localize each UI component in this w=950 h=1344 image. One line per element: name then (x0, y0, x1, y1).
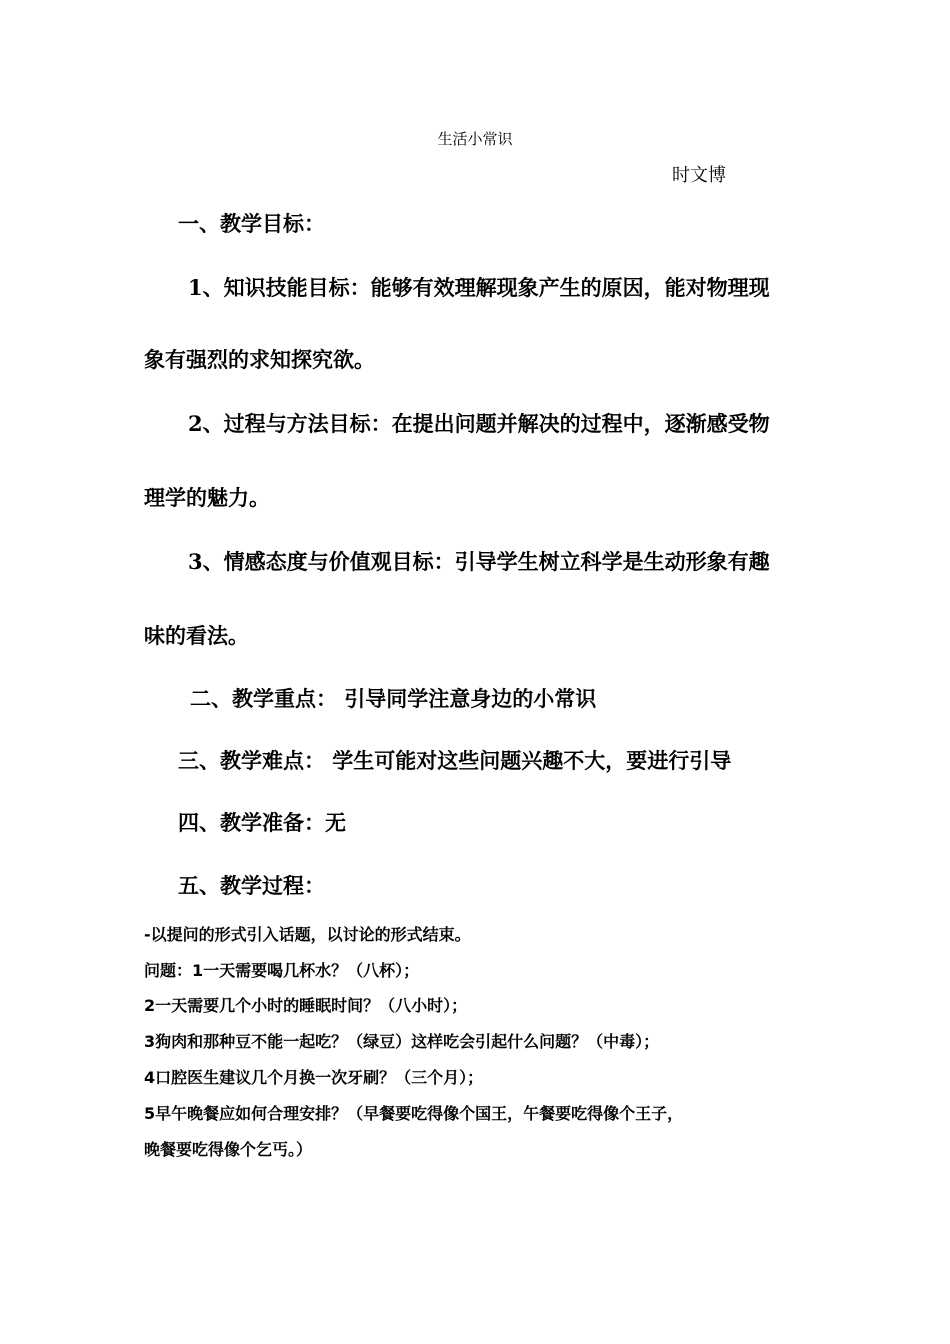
process-intro: -以提问的形式引入话题，以讨论的形式结束。 (144, 925, 471, 944)
difficulty: 三、教学难点： 学生可能对这些问题兴趣不大，要进行引导 (178, 748, 732, 773)
document-author: 时文博 (672, 165, 726, 186)
question-1: 问题：1一天需要喝几杯水？（八杯）； (144, 961, 420, 980)
question-5-line-2: 晚餐要吃得像个乞丐。） (144, 1140, 313, 1159)
question-3: 3狗肉和那种豆不能一起吃？（绿豆）这样吃会引起什么问题？（中毒）； (144, 1032, 660, 1051)
goal-3-line-2: 味的看法。 (144, 623, 249, 648)
preparation: 四、教学准备：无 (178, 810, 346, 835)
question-5-line-1: 5早午晚餐应如何合理安排？（早餐要吃得像个国王，午餐要吃得像个王子， (144, 1104, 684, 1123)
goal-1-line-2: 象有强烈的求知探究欲。 (144, 347, 375, 372)
document-title: 生活小常识 (437, 130, 513, 148)
goal-1-line-1: 1、知识技能目标：能够有效理解现象产生的原因，能对物理现 (188, 275, 770, 300)
goal-2-line-2: 理学的魅力。 (144, 485, 270, 510)
key-point: 二、教学重点： 引导同学注意身边的小常识 (190, 686, 597, 711)
goal-2-line-1: 2、过程与方法目标：在提出问题并解决的过程中，逐渐感受物 (188, 411, 770, 436)
question-4: 4口腔医生建议几个月换一次牙刷？（三个月）； (144, 1068, 484, 1087)
question-2: 2一天需要几个小时的睡眠时间？（八小时）； (144, 996, 468, 1015)
goal-3-line-1: 3、情感态度与价值观目标：引导学生树立科学是生动形象有趣 (188, 549, 770, 574)
process-heading: 五、教学过程： (178, 873, 325, 898)
goals-heading: 一、教学目标： (178, 211, 325, 236)
